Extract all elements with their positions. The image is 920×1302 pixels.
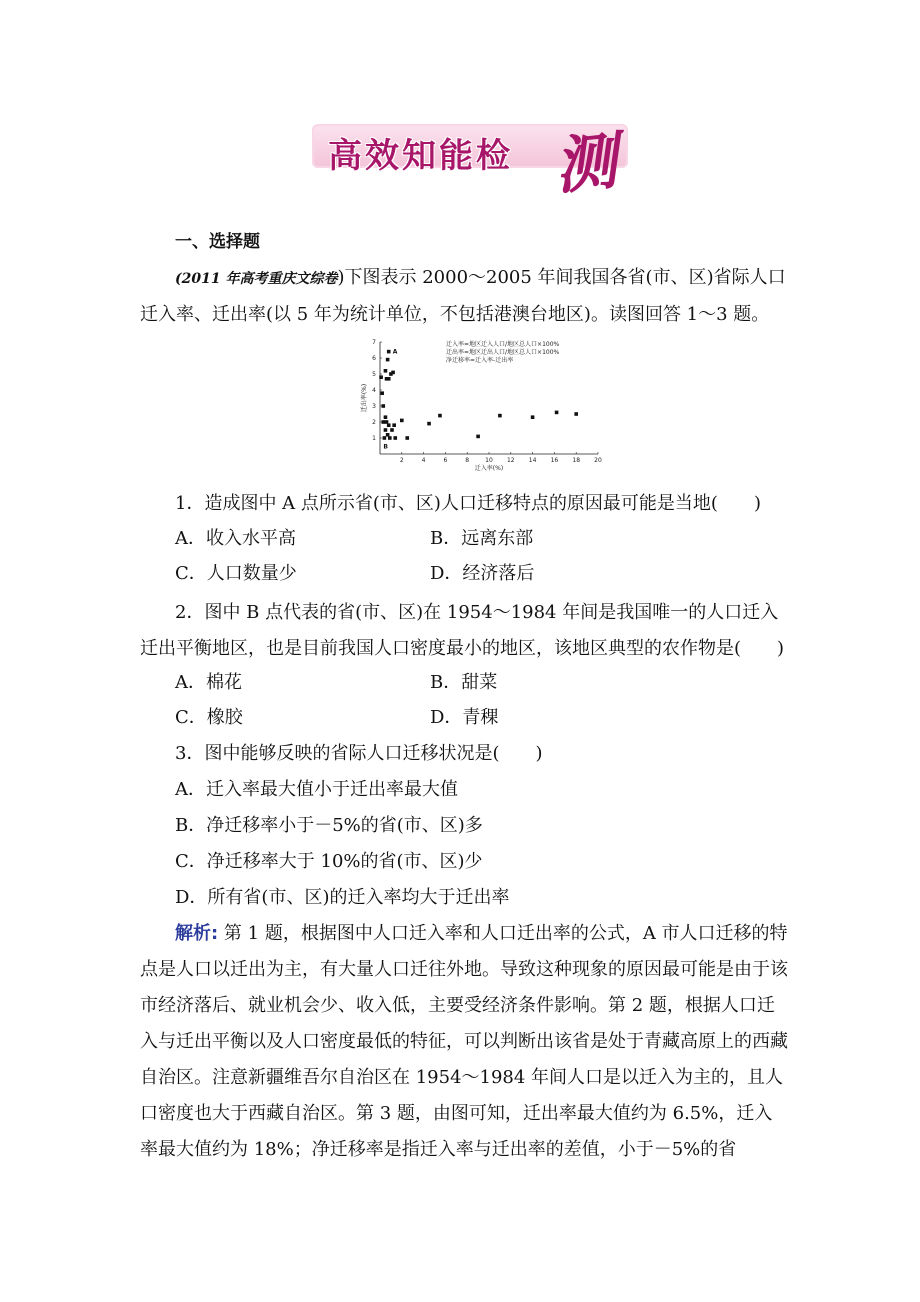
x-tick-label: 2 (399, 457, 404, 464)
y-tick-label: 6 (372, 355, 376, 362)
y-tick-label: 4 (372, 387, 376, 394)
y-tick-label: 7 (372, 339, 376, 346)
data-point (380, 391, 384, 395)
chart-text (360, 339, 602, 472)
x-axis-label: 迁入率(%) (474, 465, 504, 472)
x-tick-label: 14 (528, 457, 537, 464)
banner-big-char: 测 (550, 123, 621, 204)
data-point (574, 412, 578, 416)
x-tick-label: 12 (506, 457, 515, 464)
data-point (388, 436, 392, 440)
q1-option-d[interactable]: D．经济落后 (430, 563, 535, 584)
x-tick-label: 4 (421, 457, 426, 464)
data-point (383, 436, 387, 440)
x-tick-label: 18 (572, 457, 581, 464)
point-annotation-b: B (383, 443, 388, 451)
y-tick-label: 2 (372, 419, 376, 426)
question-1-stem: 1．造成图中 A 点所示省(市、区)人口迁移特点的原因最可能是当地( ) (175, 493, 761, 514)
q3-option-a[interactable]: A．迁入率最大值小于迁出率最大值 (175, 779, 458, 800)
data-point (387, 377, 391, 381)
banner-text: 高效知能检 (328, 136, 513, 176)
formula-text: 迁入率=地区迁入人口/地区总人口×100% (446, 341, 560, 348)
x-tick-label: 10 (485, 457, 493, 464)
data-point (381, 420, 385, 424)
question-2-stem: 2．图中 B 点代表的省(市、区)在 1954～1984 年间是我国唯一的人口迁入迁出平衡地区，也是目前我国人口密度最小的地区，该地区典型的农作物是( ) (140, 602, 785, 659)
q2-option-d[interactable]: D．青稞 (430, 707, 499, 728)
data-point (405, 436, 409, 440)
data-point (531, 415, 535, 419)
x-tick-label: 20 (594, 457, 602, 464)
analysis-label: 解析: (175, 923, 219, 944)
section-title: 一、选择题 (175, 232, 260, 252)
data-point (391, 371, 395, 375)
q1-option-c[interactable]: C．人口数量少 (175, 563, 297, 584)
data-point (427, 422, 431, 426)
q1-option-a[interactable]: A．收入水平高 (175, 528, 296, 549)
intro-source: (2011 年高考重庆文综卷 (175, 271, 338, 287)
header-banner (312, 118, 642, 204)
data-point (386, 433, 390, 437)
analysis-paragraph (140, 916, 790, 1168)
y-tick-label: 5 (372, 371, 376, 378)
q1-option-b[interactable]: B．远离东部 (430, 528, 534, 549)
y-tick-label: 3 (372, 403, 376, 410)
data-point (384, 415, 388, 419)
data-point (390, 428, 394, 432)
formula-text: 迁出率=地区迁出人口/地区总人口×100% (446, 349, 560, 356)
x-tick-label: 8 (465, 457, 470, 464)
data-point (387, 423, 391, 427)
data-point (381, 404, 385, 408)
data-point (387, 350, 391, 354)
q2-option-a[interactable]: A．棉花 (175, 672, 242, 693)
data-point (438, 414, 442, 418)
formula-text: 净迁移率=迁入率-迁出率 (446, 357, 514, 364)
y-axis-label: 迁出率(%) (361, 383, 368, 413)
analysis-text: 第 1 题，根据图中人口迁入率和人口迁出率的公式，A 市人口迁移的特点是人口以迁出为主，有大量人口迁往外地。导致这种现象的原因最可能是由于该市经济落后、就业机会少、收入低，主要受经济条件影响。第 2 题，根据人口迁入与迁出平衡以及人口密度最低的特征，可以判断出该省是处于青藏高原上的西藏自治区。注意新疆维吾尔自治区在 1954～1984 年间人口是以迁入为主的，且人口密度也大于西藏自治区。第 3 题，由图可知，迁出率最大值约为 6.5%，迁入率最大值约为 18%；净迁移率是指迁入率与迁出率的差值，小于－5%的省 (140, 923, 788, 1160)
data-point (400, 419, 404, 423)
intro-paragraph (140, 260, 790, 333)
migration-scatter-chart (360, 334, 610, 474)
data-point (392, 423, 396, 427)
intro-text: )下图表示 2000～2005 年间我国各省(市、区)省际人口迁入率、迁出率(以 5 年为统计单位，不包括港澳台地区)。读图回答 1～3 题。 (140, 267, 786, 325)
data-point (555, 411, 559, 415)
y-tick-label: 1 (372, 435, 376, 442)
data-point (384, 369, 388, 373)
q2-option-c[interactable]: C．橡胶 (175, 707, 243, 728)
data-point (385, 420, 389, 424)
x-tick-label: 6 (443, 457, 448, 464)
x-tick-label: 16 (550, 457, 559, 464)
q2-option-b[interactable]: B．甜菜 (430, 672, 498, 693)
q3-option-b[interactable]: B．净迁移率小于－5%的省(市、区)多 (175, 815, 483, 836)
data-point (393, 436, 397, 440)
data-point (386, 358, 390, 362)
data-point (476, 435, 480, 439)
question-3-stem: 3．图中能够反映的省际人口迁移状况是( ) (175, 743, 543, 764)
q3-option-c[interactable]: C．净迁移率大于 10%的省(市、区)少 (175, 851, 483, 872)
point-annotation-a: A (392, 348, 398, 356)
data-point (384, 428, 388, 432)
data-point (379, 375, 383, 379)
q3-option-d[interactable]: D．所有省(市、区)的迁入率均大于迁出率 (175, 887, 510, 908)
data-point (498, 414, 502, 418)
